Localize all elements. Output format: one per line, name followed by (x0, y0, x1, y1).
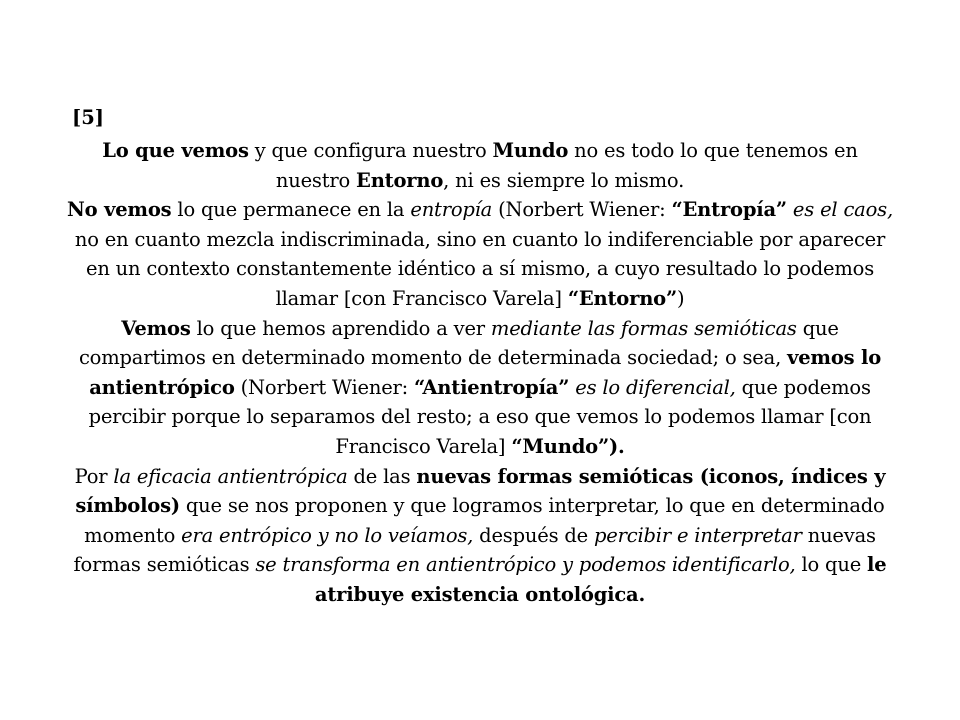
p4-s8: percibir e interpretar (594, 523, 802, 547)
p2-s4: (Norbert Wiener: (492, 198, 672, 222)
p4-s2: la eficacia antientrópica (113, 464, 348, 488)
p4-s10: se transforma en antientrópico y podemos identificarlo, (255, 553, 796, 577)
p4-s1: Por (74, 464, 114, 488)
p2-s6: es el caos, (786, 198, 893, 222)
p4-s5: que se nos proponen y que logramos interpretar, lo que en determinado momento (84, 494, 885, 547)
paragraph-3 (64, 314, 896, 462)
p2-s1: No vemos (67, 198, 172, 222)
p4-s6: era entrópico y no lo veíamos, (181, 523, 474, 547)
p4-s12: le atribuye existencia ontológica. (314, 553, 887, 606)
p3-s7: “Antientropía” (414, 375, 570, 399)
body-text (64, 136, 896, 610)
p2-s8: “Entorno” (567, 286, 677, 310)
p3-s6: (Norbert Wiener: (234, 375, 415, 399)
p3-s8: es lo diferencial, (569, 375, 736, 399)
p3-s10: “Mundo”). (511, 434, 625, 458)
p4-s4: nuevas formas semióticas (iconos, índices y símbolos) (75, 464, 886, 518)
p3-s2: lo que hemos aprendido a ver (190, 316, 491, 340)
p3-s1: Vemos (121, 316, 191, 340)
p1-s6: , ni es siempre lo mismo. (443, 168, 685, 192)
p2-s5: “Entropía” (671, 198, 787, 222)
p2-s3: entropía (410, 198, 493, 222)
p1-s5: Entorno (356, 168, 444, 192)
p4-s3: de las (347, 464, 417, 488)
p2-s2: lo que permanece en la (171, 198, 411, 222)
paragraph-1 (64, 136, 896, 195)
paragraph-4 (64, 462, 896, 610)
p3-s5: vemos lo antientrópico (89, 346, 882, 399)
p3-s4: que compartimos en determinado momento de determinada sociedad; o sea, (78, 316, 839, 370)
p4-s7: después de (473, 523, 595, 547)
p2-s7: no en cuanto mezcla indiscriminada, sino en cuanto lo indiferenciable por aparecer en un contexto constantemente idéntico a sí mismo, a cuyo resultado lo podemos llamar [con Francisco Varela] (74, 227, 886, 310)
p2-s9: ) (677, 286, 685, 310)
p4-s11: lo que (795, 553, 868, 577)
p3-s3: mediante las formas semióticas (490, 316, 797, 340)
section-label: [5] (72, 106, 105, 129)
p1-s3: Mundo (492, 139, 569, 162)
paragraph-2 (64, 195, 896, 313)
p1-s4: no es todo lo que tenemos en nuestro (275, 139, 858, 192)
p3-s9: que podemos percibir porque lo separamos del resto; a eso que vemos lo podemos llamar [con Francisco Varela] (88, 375, 872, 458)
p1-s1: Lo que vemos (102, 139, 249, 162)
p4-s9: nuevas formas semióticas (73, 523, 876, 577)
p1-s2: y que configura nuestro (248, 139, 493, 162)
